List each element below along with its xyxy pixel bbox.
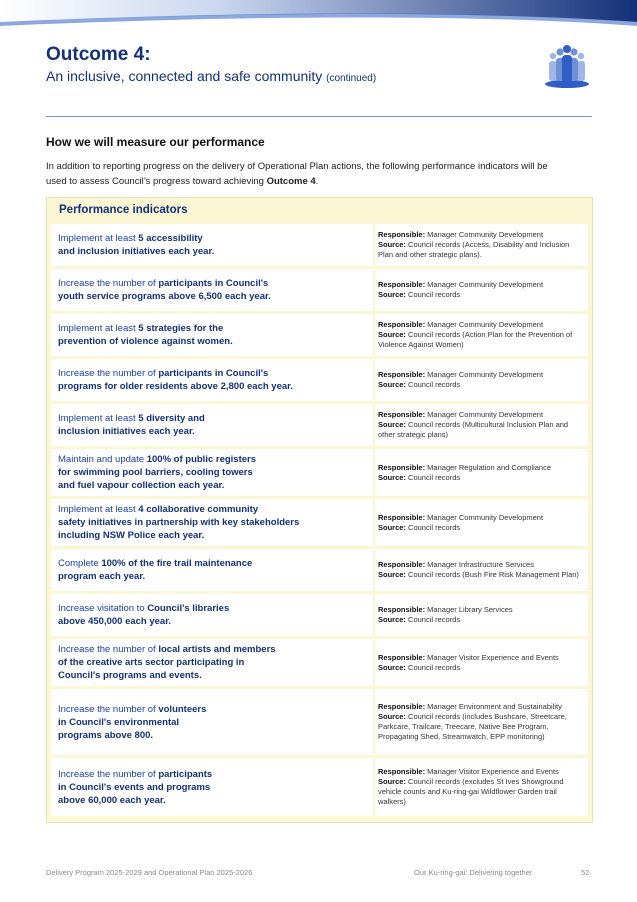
responsibility-text bbox=[378, 449, 584, 496]
source-label: Source: bbox=[378, 240, 406, 249]
indicator-text bbox=[58, 449, 358, 496]
indicator-cell bbox=[51, 594, 373, 636]
indicator-bold: 5 accessibility and inclusion initiatives each year. bbox=[58, 233, 215, 257]
indicator-cell bbox=[51, 359, 373, 401]
indicator-bold: local artists and members of the creative arts sector participating in Council's programs and events. bbox=[58, 644, 276, 681]
responsible-value: Manager Infrastructure Services bbox=[425, 560, 534, 569]
indicator-bold: participants in Council's programs for older residents above 2,800 each year. bbox=[58, 368, 293, 392]
responsible-value: Manager Regulation and Compliance bbox=[425, 462, 552, 472]
table-row bbox=[47, 314, 592, 356]
source-label: Source: bbox=[378, 662, 406, 672]
indicator-plain: Increase the number of bbox=[58, 703, 159, 715]
indicator-bold: Council's libraries above 450,000 each year. bbox=[58, 603, 230, 627]
source-value: Council records (excludes St Ives Showground vehicle counts and Ku-ring-gai Wildflower Garden trail walkers) bbox=[378, 777, 564, 806]
responsibility-text bbox=[378, 758, 584, 816]
source-value: Council records (Bush Fire Risk Management Plan) bbox=[405, 570, 579, 579]
indicator-bold: 100% of public registers for swimming pool barriers, cooling towers and fuel vapour collection each year. bbox=[58, 454, 257, 491]
responsibility-cell bbox=[375, 549, 588, 591]
responsibility-text bbox=[378, 639, 584, 686]
footer-document-title: Delivery Program 2025-2029 and Operational Plan 2025-2026 bbox=[46, 868, 253, 877]
intro-end: . bbox=[315, 176, 319, 187]
indicator-plain: Increase the number of bbox=[58, 278, 159, 289]
responsibility-cell bbox=[375, 269, 588, 311]
responsible-value: Manager Environment and Sustainability bbox=[425, 702, 562, 711]
indicator-text bbox=[58, 359, 358, 401]
header-divider bbox=[46, 116, 592, 117]
subtitle-text: An inclusive, connected and safe community bbox=[46, 68, 323, 84]
responsible-value: Manager Community Development bbox=[425, 370, 544, 379]
responsible-value: Manager Community Development bbox=[425, 512, 544, 522]
indicator-plain: Increase the number of bbox=[58, 768, 159, 780]
responsibility-cell bbox=[375, 404, 588, 446]
indicator-cell bbox=[51, 758, 373, 816]
responsibility-cell bbox=[375, 224, 588, 266]
intro-outcome-bold: Outcome 4 bbox=[266, 176, 316, 187]
table-row bbox=[47, 594, 592, 636]
responsible-label: Responsible: bbox=[378, 410, 426, 419]
indicator-plain: Maintain and update bbox=[58, 454, 147, 465]
source-value: Council records bbox=[405, 290, 461, 299]
responsible-value: Manager Visitor Experience and Events bbox=[425, 767, 559, 776]
indicator-cell bbox=[51, 449, 373, 496]
responsibility-cell bbox=[375, 689, 588, 755]
responsible-label: Responsible: bbox=[378, 560, 426, 569]
source-value: Council records bbox=[405, 615, 461, 624]
responsibility-cell bbox=[375, 594, 588, 636]
source-value: Council records (Action Plan for the Prevention of Violence Against Women) bbox=[378, 330, 573, 349]
table-header: Performance indicators bbox=[59, 204, 188, 216]
responsibility-cell bbox=[375, 449, 588, 496]
source-value: Council records bbox=[405, 662, 461, 672]
header-banner bbox=[0, 0, 637, 32]
indicator-plain: Complete bbox=[58, 558, 102, 569]
table-row bbox=[47, 689, 592, 755]
indicator-cell bbox=[51, 404, 373, 446]
indicator-cell bbox=[51, 639, 373, 686]
indicator-bold: 5 diversity and inclusion initiatives each year. bbox=[58, 413, 205, 437]
indicator-text bbox=[58, 499, 358, 546]
responsibility-text bbox=[378, 269, 584, 311]
intro-paragraph bbox=[46, 159, 566, 189]
table-row bbox=[47, 404, 592, 446]
indicator-bold: volunteers in Council's environmental programs above 800. bbox=[58, 703, 207, 741]
responsibility-cell bbox=[375, 758, 588, 816]
source-label: Source: bbox=[378, 777, 406, 786]
responsible-value: Manager Visitor Experience and Events bbox=[425, 652, 559, 662]
source-label: Source: bbox=[378, 615, 406, 624]
responsibility-cell bbox=[375, 499, 588, 546]
intro-text: In addition to reporting progress on the delivery of Operational Plan actions, the following performance indicators will be used to assess Council’s progress toward achieving bbox=[46, 161, 548, 187]
subtitle-note: (continued) bbox=[326, 73, 377, 84]
indicator-text bbox=[58, 269, 358, 311]
responsible-label: Responsible: bbox=[378, 370, 426, 379]
responsible-value: Manager Community Development bbox=[425, 410, 544, 419]
source-label: Source: bbox=[378, 380, 406, 389]
table-row bbox=[47, 269, 592, 311]
indicator-plain: Increase the number of bbox=[58, 368, 159, 379]
responsibility-text bbox=[378, 314, 584, 356]
responsibility-text bbox=[378, 499, 584, 546]
responsible-label: Responsible: bbox=[378, 512, 426, 522]
source-value: Council records bbox=[405, 380, 461, 389]
indicator-cell bbox=[51, 224, 373, 266]
page-number: 52 bbox=[581, 868, 590, 877]
responsible-label: Responsible: bbox=[378, 702, 426, 711]
indicator-bold: participants in Council's youth service programs above 6,500 each year. bbox=[58, 278, 271, 302]
section-heading: How we will measure our performance bbox=[46, 135, 265, 149]
responsible-value: Manager Community Development bbox=[425, 230, 544, 239]
responsibility-cell bbox=[375, 314, 588, 356]
indicator-plain: Implement at least bbox=[58, 233, 139, 244]
responsibility-text bbox=[378, 689, 584, 755]
indicator-cell bbox=[51, 549, 373, 591]
responsible-value: Manager Community Development bbox=[425, 280, 544, 289]
responsible-value: Manager Library Services bbox=[425, 605, 513, 614]
table-row bbox=[47, 549, 592, 591]
responsible-label: Responsible: bbox=[378, 462, 426, 472]
indicator-text bbox=[58, 689, 358, 755]
indicator-text bbox=[58, 594, 358, 636]
indicator-bold: 5 strategies for the prevention of violence against women. bbox=[58, 323, 233, 347]
table-row bbox=[47, 639, 592, 686]
page-title: Outcome 4: bbox=[46, 44, 151, 65]
source-value: Council records bbox=[405, 472, 461, 482]
responsible-label: Responsible: bbox=[378, 320, 426, 329]
indicator-bold: 4 collaborative community safety initiatives in partnership with key stakeholders including NSW Police each year. bbox=[58, 504, 300, 541]
responsibility-text bbox=[378, 594, 584, 636]
responsibility-cell bbox=[375, 359, 588, 401]
indicator-cell bbox=[51, 499, 373, 546]
source-label: Source: bbox=[378, 522, 406, 532]
indicator-plain: Increase visitation to bbox=[58, 603, 148, 614]
table-row bbox=[47, 499, 592, 546]
indicator-cell bbox=[51, 689, 373, 755]
responsible-label: Responsible: bbox=[378, 605, 426, 614]
indicator-text bbox=[58, 549, 358, 591]
table-row bbox=[47, 449, 592, 496]
source-label: Source: bbox=[378, 330, 406, 339]
source-value: Council records (Multicultural Inclusion Plan and other strategic plans) bbox=[378, 420, 569, 439]
table-row bbox=[47, 359, 592, 401]
indicator-cell bbox=[51, 269, 373, 311]
indicator-plain: Increase the number of bbox=[58, 644, 159, 655]
source-value: Council records (includes Bushcare, Streetcare, Parkcare, Trailcare, Treecare, Native Bee Program, Propagating Shed, Streamwatch, EPP monitoring) bbox=[378, 712, 567, 741]
responsible-label: Responsible: bbox=[378, 280, 426, 289]
source-label: Source: bbox=[378, 570, 406, 579]
responsibility-text bbox=[378, 404, 584, 446]
indicator-text bbox=[58, 639, 358, 686]
responsible-label: Responsible: bbox=[378, 767, 426, 776]
indicator-text bbox=[58, 224, 358, 266]
footer-tagline: Our Ku-ring-gai: Delivering together bbox=[414, 868, 533, 877]
responsible-label: Responsible: bbox=[378, 652, 426, 662]
responsibility-text bbox=[378, 359, 584, 401]
indicator-text bbox=[58, 404, 358, 446]
responsibility-text bbox=[378, 549, 584, 591]
source-label: Source: bbox=[378, 472, 406, 482]
source-value: Council records (Access, Disability and Inclusion Plan and other strategic plans). bbox=[378, 240, 570, 259]
source-label: Source: bbox=[378, 420, 406, 429]
table-row bbox=[47, 224, 592, 266]
indicator-bold: participants in Council's events and programs above 60,000 each year. bbox=[58, 768, 213, 806]
indicator-text bbox=[58, 758, 358, 816]
source-value: Council records bbox=[405, 522, 461, 532]
responsible-value: Manager Community Development bbox=[425, 320, 544, 329]
source-label: Source: bbox=[378, 290, 406, 299]
performance-indicators-table bbox=[46, 197, 593, 823]
indicator-bold: 100% of the fire trail maintenance program each year. bbox=[58, 558, 253, 582]
responsibility-text bbox=[378, 224, 584, 266]
indicator-plain: Implement at least bbox=[58, 323, 139, 334]
community-people-icon bbox=[544, 44, 590, 88]
page-subtitle bbox=[46, 68, 376, 84]
source-label: Source: bbox=[378, 712, 406, 721]
table-row bbox=[47, 758, 592, 816]
responsible-label: Responsible: bbox=[378, 230, 426, 239]
indicator-cell bbox=[51, 314, 373, 356]
indicator-text bbox=[58, 314, 358, 356]
responsibility-cell bbox=[375, 639, 588, 686]
indicator-plain: Implement at least bbox=[58, 504, 139, 515]
indicator-plain: Implement at least bbox=[58, 413, 139, 424]
